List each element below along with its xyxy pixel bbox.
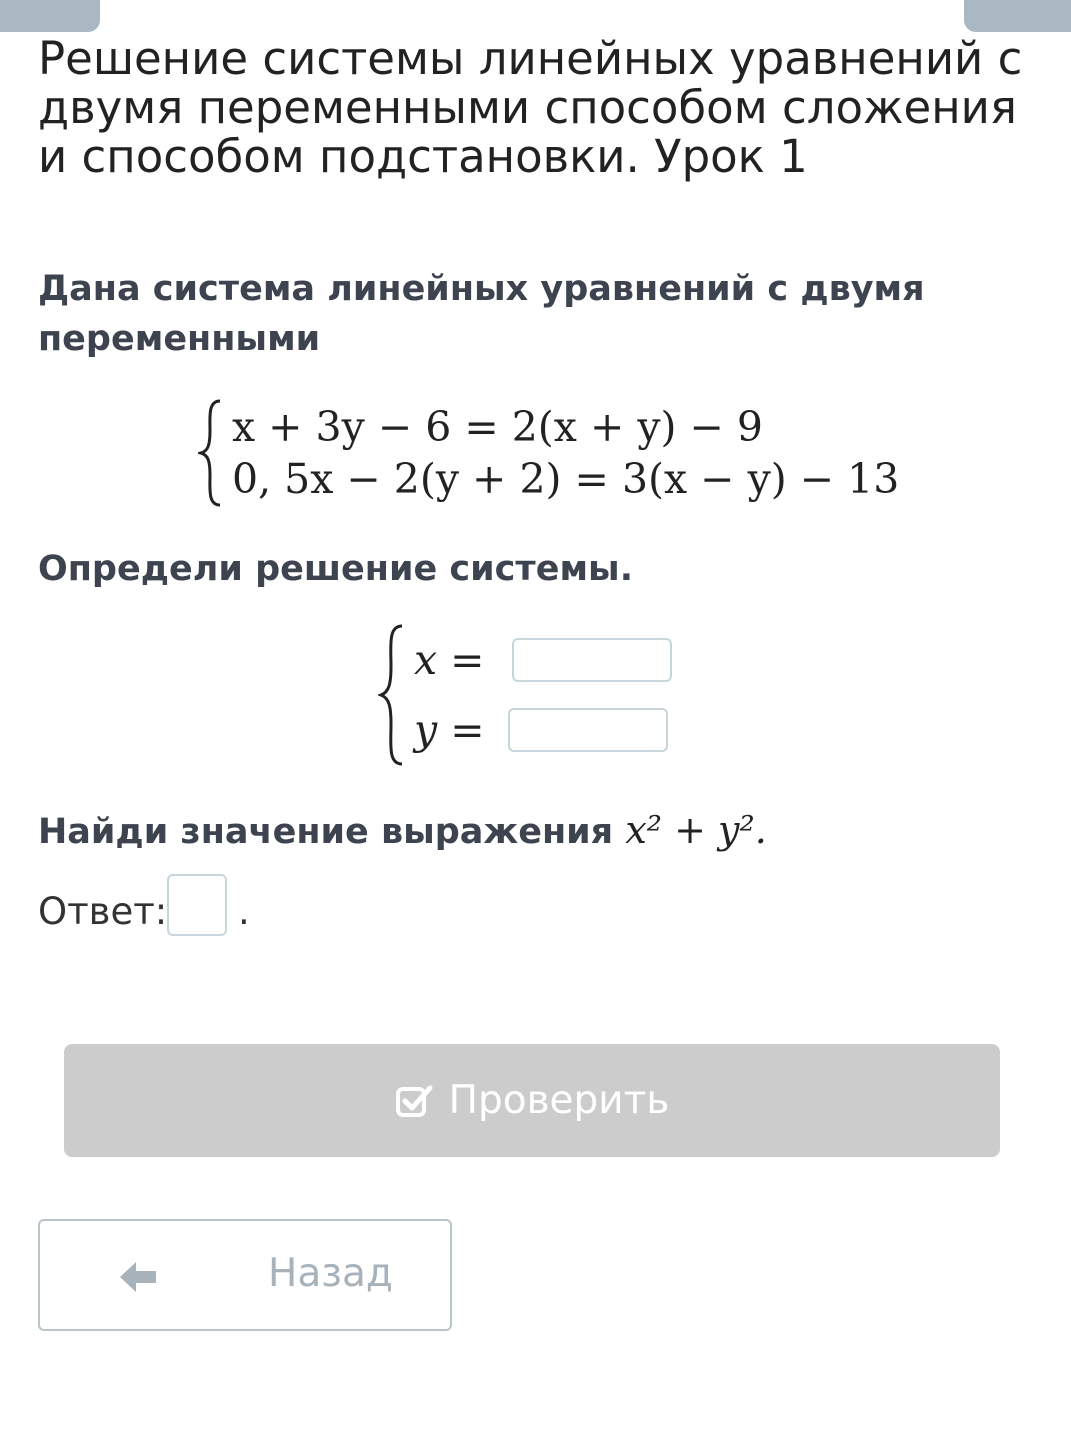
expression-formula: x² + y². [625, 808, 767, 852]
equation-2: 0, 5x − 2(y + 2) = 3(x − y) − 13 [232, 455, 900, 503]
given-system-heading: Дана система линейных уравнений с двумя переменными [38, 269, 925, 359]
equation-1: x + 3y − 6 = 2(x + y) − 9 [232, 403, 763, 451]
arrow-left-icon [118, 1259, 158, 1304]
top-left-tab[interactable] [0, 0, 100, 32]
given-system [198, 397, 899, 509]
back-button[interactable] [38, 1219, 452, 1331]
answer-input[interactable] [167, 874, 227, 936]
back-button-label: Назад [268, 1251, 393, 1296]
check-button[interactable] [64, 1044, 1000, 1157]
checkbox-check-icon [395, 1084, 433, 1118]
system-brace-icon [198, 397, 224, 509]
x-label: x = [414, 636, 485, 684]
solve-heading: Определи решение системы. [38, 549, 633, 589]
y-answer-row [414, 695, 672, 765]
solution-brace-icon [378, 622, 406, 768]
solution-system [378, 622, 672, 768]
y-input[interactable] [508, 708, 668, 752]
x-answer-row [414, 625, 672, 695]
answer-label: Ответ: [38, 890, 168, 933]
answer-suffix: . [238, 890, 250, 933]
check-button-label: Проверить [448, 1078, 670, 1123]
top-right-tab[interactable] [964, 0, 1071, 32]
page-title: Решение системы линейных уравнений с двумя переменными способом сложения и способом подстановки. Урок 1 [38, 32, 1023, 183]
expression-heading [38, 805, 767, 857]
x-input[interactable] [512, 638, 672, 682]
y-label: y = [414, 706, 485, 754]
expression-heading-text: Найди значение выражения [38, 812, 614, 852]
